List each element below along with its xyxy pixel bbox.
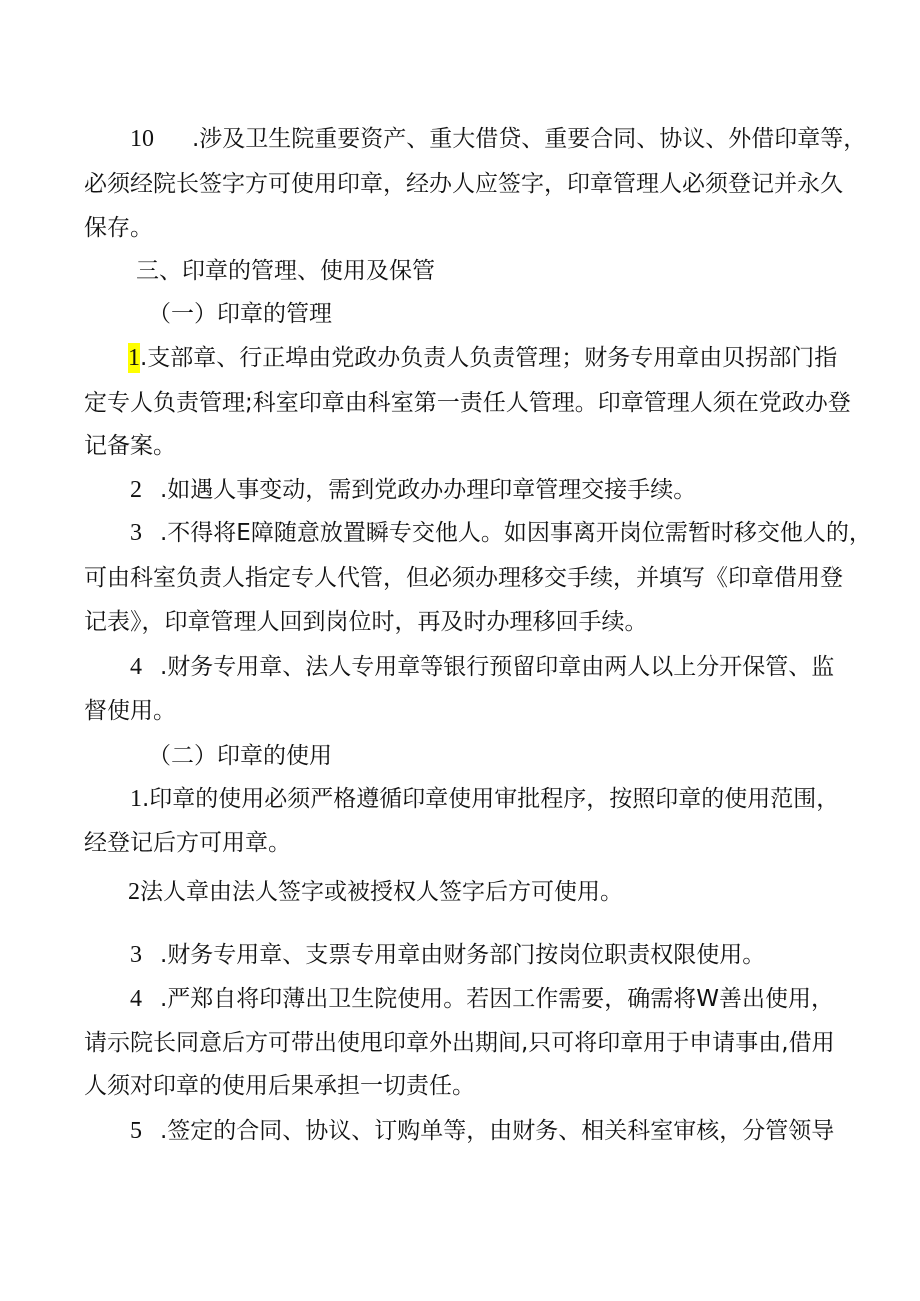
line-text: .涉及卫生院重要资产、重大借贷、重要合同、协议、外借印章等， bbox=[192, 126, 867, 152]
usage-para-1-line-1 bbox=[130, 784, 839, 814]
usage-para-2-line-1 bbox=[128, 877, 623, 907]
line-text: （一）印章的管理 bbox=[148, 301, 332, 327]
item-number-highlighted: 1 bbox=[128, 345, 140, 371]
para-10-line-1 bbox=[130, 124, 866, 154]
line-text: .印章的使用必须严格遵循印章使用审批程序，按照印章的使用范围， bbox=[142, 786, 840, 812]
item-number: 10 bbox=[130, 126, 154, 152]
item-number: 2 bbox=[128, 879, 140, 905]
usage-para-4-line-1 bbox=[130, 984, 834, 1014]
para-4-line-1 bbox=[130, 652, 834, 682]
line-text: 必须经院长签字方可使用印章，经办人应签字，印章管理人必须登记并永久 bbox=[84, 171, 843, 197]
line-text: .支部章、行正埠由党政办负责人负责管理；财务专用章由贝拐部门指 bbox=[140, 345, 838, 371]
line-text: .签定的合同、协议、订购单等，由财务、相关科室审核，分管领导 bbox=[160, 1118, 835, 1144]
item-number: 4 bbox=[130, 654, 142, 680]
usage-para-4-line-3 bbox=[84, 1071, 475, 1101]
line-text: .不得将E障随意放置瞬专交他人。如因事离开岗位需暂时移交他人的， bbox=[160, 520, 872, 546]
line-text: 三、印章的管理、使用及保管 bbox=[136, 258, 435, 284]
line-text: 请示院长同意后方可带出使甩印章外出期间,只可将印章用于申请事由,借用 bbox=[84, 1030, 835, 1056]
subsection-heading-1 bbox=[148, 299, 332, 329]
usage-para-4-line-2 bbox=[84, 1028, 835, 1058]
line-text: .财务专用章、支票专用章由财务部门按岗位职责权限使用。 bbox=[160, 942, 766, 968]
line-text: .严郑自将印薄出卫生院使用。若因工作需要，确需将W善出使用， bbox=[160, 986, 835, 1012]
section-heading-3 bbox=[136, 256, 435, 286]
para-3-line-2 bbox=[84, 563, 843, 593]
item-number: 5 bbox=[130, 1118, 142, 1144]
item-number: 2 bbox=[130, 477, 142, 503]
line-text: .如遇人事变动，需到党政办办理印章管理交接手续。 bbox=[160, 477, 697, 503]
para-1-line-2 bbox=[84, 388, 851, 418]
para-10-line-3 bbox=[84, 213, 153, 243]
line-text: 可由科室负责人指定专人代管，但必须办理移交手续，并填写《印章借用登 bbox=[84, 565, 843, 591]
subsection-heading-2 bbox=[148, 741, 332, 771]
line-text: 记表》，印章管理人回到岗位时，再及时办理移回手续。 bbox=[84, 609, 648, 635]
line-text: .财务专用章、法人专用章等银行预留印章由两人以上分开保管、监 bbox=[160, 654, 835, 680]
item-number: 1 bbox=[130, 786, 142, 812]
line-text: 经登记后方可用章。 bbox=[84, 830, 291, 856]
item-number: 4 bbox=[130, 986, 142, 1012]
line-text: 定专人负责管理;科室印章由科室第一责任人管理。印章管理人须在党政办登 bbox=[84, 390, 851, 416]
line-text: 法人章由法人签字或被授权人签字后方可使用。 bbox=[140, 879, 623, 905]
line-text: 督使用。 bbox=[84, 698, 176, 724]
para-1-line-3 bbox=[84, 431, 176, 461]
usage-para-1-line-2 bbox=[84, 828, 291, 858]
para-3-line-1 bbox=[130, 518, 872, 548]
para-10-line-2 bbox=[84, 169, 843, 199]
para-4-line-2 bbox=[84, 696, 176, 726]
usage-para-5-line-1 bbox=[130, 1116, 834, 1146]
para-1-line-1 bbox=[128, 343, 837, 373]
line-text: （二）印章的使用 bbox=[148, 743, 332, 769]
usage-para-3-line-1 bbox=[130, 940, 765, 970]
para-3-line-3 bbox=[84, 607, 648, 637]
item-number: 3 bbox=[130, 520, 142, 546]
line-text: 人须对印章的使用后果承担一切责任。 bbox=[84, 1073, 475, 1099]
line-text: 记备案。 bbox=[84, 433, 176, 459]
para-2-line-1 bbox=[130, 475, 696, 505]
item-number: 3 bbox=[130, 942, 142, 968]
line-text: 保存。 bbox=[84, 215, 153, 241]
